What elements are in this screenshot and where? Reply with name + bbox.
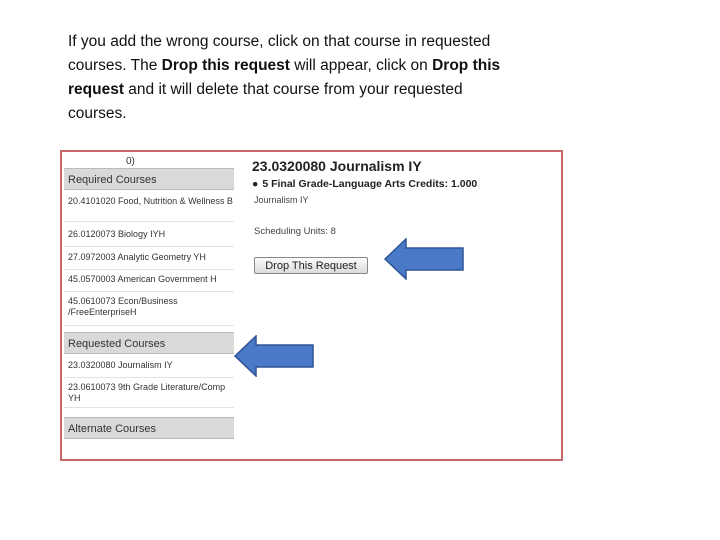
screenshot-frame xyxy=(60,150,563,461)
scheduling-units: Scheduling Units: 8 xyxy=(254,226,336,237)
course-detail-panel xyxy=(252,152,552,459)
list-item[interactable]: 45.0570003 American Government H xyxy=(64,274,234,292)
list-item[interactable]: 23.0610073 9th Grade Literature/Comp YH xyxy=(64,382,234,408)
intro-text-1: If you add the wrong course, click on that course in requested courses. The xyxy=(68,33,491,74)
required-courses-heading: Required Courses xyxy=(64,168,234,190)
arrow-left-icon xyxy=(234,335,314,377)
list-item[interactable]: 20.4101020 Food, Nutrition & Wellness B xyxy=(64,196,234,222)
alternate-courses-heading: Alternate Courses xyxy=(64,417,234,439)
list-item-selected[interactable]: 23.0320080 Journalism IY xyxy=(64,360,234,378)
requested-courses-heading: Requested Courses xyxy=(64,332,234,354)
arrow-left-icon xyxy=(384,238,464,280)
course-list-panel xyxy=(62,152,234,459)
list-item[interactable]: 45.0610073 Econ/Business /FreeEnterpriseH xyxy=(64,296,234,326)
course-credits: ● 5 Final Grade-Language Arts Credits: 1.000 xyxy=(252,178,478,190)
instruction-text xyxy=(68,30,518,126)
bullet-icon: ● xyxy=(252,178,259,190)
intro-text-3: and it will delete that course from your requested courses. xyxy=(68,81,463,122)
intro-bold-1: Drop this request xyxy=(161,57,290,74)
intro-bold-2: Drop this request xyxy=(68,57,501,98)
course-subtitle: Journalism IY xyxy=(254,195,309,205)
intro-text-2: will appear, click on xyxy=(289,57,433,74)
top-fragment: 0) xyxy=(66,155,126,169)
course-title: 23.0320080 Journalism IY xyxy=(252,158,422,174)
list-item[interactable]: 26.0120073 Biology IYH xyxy=(64,229,234,247)
drop-this-request-button[interactable]: Drop This Request xyxy=(254,257,368,274)
list-item[interactable]: 27.0972003 Analytic Geometry YH xyxy=(64,252,234,270)
